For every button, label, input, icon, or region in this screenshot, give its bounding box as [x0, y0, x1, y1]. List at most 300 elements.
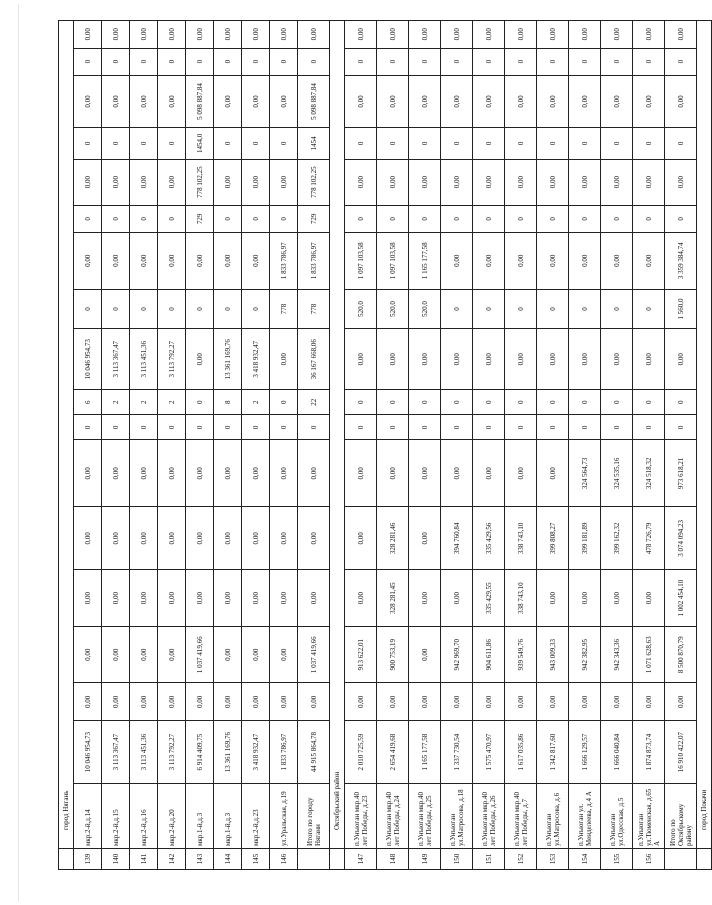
address-cell: п.Унъюган мкр.40 лет Победы, д.25 — [409, 784, 441, 849]
value-cell: 0,00 — [270, 570, 298, 627]
value-cell: 0 — [441, 289, 473, 329]
row-number: 147 — [345, 849, 377, 870]
row-number: 152 — [505, 849, 537, 870]
value-cell: 0,00 — [102, 232, 130, 289]
value-cell: 0,00 — [158, 626, 186, 683]
address-cell: мкр.1-й,д.3 — [186, 784, 214, 849]
value-cell: 0 — [102, 128, 130, 159]
table-row — [569, 21, 601, 870]
value-cell: 0,00 — [409, 440, 441, 507]
value-cell: 0,00 — [505, 329, 537, 390]
value-cell: 0,00 — [270, 159, 298, 205]
value-cell: 0,00 — [158, 159, 186, 205]
value-cell: 0 — [130, 205, 158, 232]
value-cell: 0 — [505, 48, 537, 75]
value-cell: 3 113 367,47 — [102, 721, 130, 784]
value-cell: 0,00 — [505, 232, 537, 289]
value-cell: 338 743,10 — [505, 507, 537, 570]
blank-number-cell — [298, 849, 330, 870]
value-cell: 0,00 — [601, 21, 633, 49]
value-cell: 0 — [441, 205, 473, 232]
value-cell: 13 361 169,76 — [214, 721, 242, 784]
value-cell: 0,00 — [130, 570, 158, 627]
value-cell: 0,00 — [441, 75, 473, 127]
address-cell: п.Унъюган мкр.40 лет Победы, д.23 — [345, 784, 377, 849]
value-cell: 0,00 — [505, 75, 537, 127]
address-cell: мкр.2-й,д.23 — [242, 784, 270, 849]
value-cell: 0 — [505, 415, 537, 440]
section-heading: город Покачи — [697, 21, 712, 849]
value-cell: 0,00 — [569, 21, 601, 49]
table-row — [601, 21, 633, 870]
value-cell: 0,00 — [633, 329, 665, 390]
value-cell: 0,00 — [214, 440, 242, 507]
value-cell: 0,00 — [214, 683, 242, 721]
value-cell: 0,00 — [473, 440, 505, 507]
value-cell: 0,00 — [537, 21, 569, 49]
total-value-cell: 1 002 454,10 — [665, 570, 697, 627]
value-cell: 0,00 — [74, 159, 102, 205]
value-cell: 0,00 — [569, 159, 601, 205]
value-cell: 0,00 — [441, 683, 473, 721]
value-cell: 0 — [633, 48, 665, 75]
blank-number-cell — [59, 849, 74, 870]
value-cell: 0,00 — [242, 21, 270, 49]
value-cell: 0 — [537, 415, 569, 440]
value-cell: 900 753,19 — [377, 626, 409, 683]
value-cell: 0,00 — [242, 507, 270, 570]
value-cell: 0 — [186, 390, 214, 415]
table-row — [102, 21, 130, 870]
value-cell: 0 — [242, 128, 270, 159]
table-row — [537, 21, 569, 870]
total-row — [298, 21, 330, 870]
value-cell: 5 098 887,84 — [186, 75, 214, 127]
value-cell: 0 — [537, 289, 569, 329]
value-cell: 0,00 — [409, 626, 441, 683]
value-cell: 0,00 — [74, 626, 102, 683]
value-cell: 0,00 — [130, 440, 158, 507]
value-cell: 0 — [441, 128, 473, 159]
section-heading-row — [59, 21, 74, 870]
total-value-cell: 0,00 — [298, 21, 330, 49]
value-cell: 0,00 — [601, 75, 633, 127]
value-cell: 324 564,73 — [569, 440, 601, 507]
row-number: 142 — [158, 849, 186, 870]
value-cell: 0,00 — [214, 232, 242, 289]
table-row — [473, 21, 505, 870]
value-cell: 2 — [102, 390, 130, 415]
value-cell: 0,00 — [74, 570, 102, 627]
value-cell: 324 518,32 — [633, 440, 665, 507]
value-cell: 0,00 — [270, 683, 298, 721]
value-cell: 0,00 — [242, 75, 270, 127]
total-value-cell: 0 — [665, 48, 697, 75]
total-value-cell: 0 — [665, 128, 697, 159]
table-row — [377, 21, 409, 870]
value-cell: 0,00 — [130, 683, 158, 721]
value-cell: 0,00 — [102, 507, 130, 570]
value-cell: 0,00 — [345, 329, 377, 390]
value-cell: 0 — [409, 205, 441, 232]
address-cell: мкр.2-й,д.14 — [74, 784, 102, 849]
value-cell: 0 — [158, 289, 186, 329]
value-cell: 0 — [505, 390, 537, 415]
value-cell: 0,00 — [345, 75, 377, 127]
value-cell: 0 — [130, 48, 158, 75]
value-cell: 0,00 — [377, 75, 409, 127]
rotated-document — [58, 20, 708, 870]
value-cell: 0 — [569, 205, 601, 232]
section-heading-row — [330, 21, 345, 870]
value-cell: 0,00 — [409, 683, 441, 721]
value-cell: 0 — [130, 415, 158, 440]
value-cell: 0,00 — [537, 570, 569, 627]
value-cell: 0,00 — [345, 21, 377, 49]
value-cell: 0,00 — [505, 683, 537, 721]
value-cell: 0 — [569, 289, 601, 329]
value-cell: 0 — [130, 128, 158, 159]
value-cell: 0,00 — [74, 440, 102, 507]
value-cell: 1 666 040,84 — [601, 721, 633, 784]
value-cell: 0 — [505, 289, 537, 329]
value-cell: 0 — [270, 48, 298, 75]
address-cell: п.Унъюган ул.Одесская, д.5 — [601, 784, 633, 849]
value-cell: 0 — [377, 390, 409, 415]
value-cell: 0,00 — [409, 507, 441, 570]
total-value-cell: 0,00 — [665, 329, 697, 390]
value-cell: 1 575 470,97 — [473, 721, 505, 784]
value-cell: 478 726,79 — [633, 507, 665, 570]
value-cell: 0,00 — [158, 440, 186, 507]
row-number: 146 — [270, 849, 298, 870]
value-cell: 0 — [569, 390, 601, 415]
table-row — [158, 21, 186, 870]
value-cell: 0,00 — [102, 570, 130, 627]
value-cell: 0,00 — [633, 232, 665, 289]
address-cell: ул.Уральская, д.19 — [270, 784, 298, 849]
value-cell: 0,00 — [270, 21, 298, 49]
section-heading: Октябрьский район — [330, 21, 345, 849]
value-cell: 1 666 129,57 — [569, 721, 601, 784]
total-value-cell: 36 167 668,06 — [298, 329, 330, 390]
value-cell: 1 833 786,97 — [270, 232, 298, 289]
value-cell: 0,00 — [377, 329, 409, 390]
value-cell: 0,00 — [158, 683, 186, 721]
value-cell: 0 — [270, 415, 298, 440]
value-cell: 0,00 — [74, 75, 102, 127]
value-cell: 0 — [537, 205, 569, 232]
row-number: 155 — [601, 849, 633, 870]
value-cell: 0,00 — [130, 507, 158, 570]
value-cell: 0,00 — [242, 159, 270, 205]
value-cell: 1 037 419,66 — [186, 626, 214, 683]
value-cell: 0 — [633, 390, 665, 415]
value-cell: 0 — [186, 415, 214, 440]
total-value-cell: 1454 — [298, 128, 330, 159]
address-cell: п.Унъюган ул.Матросова, д.18 — [441, 784, 473, 849]
value-cell: 0,00 — [186, 570, 214, 627]
value-cell: 0,00 — [345, 507, 377, 570]
value-cell: 335 429,56 — [473, 507, 505, 570]
value-cell: 0,00 — [409, 329, 441, 390]
value-cell: 0 — [74, 205, 102, 232]
total-value-cell: 16 910 422,07 — [665, 721, 697, 784]
value-cell: 394 760,84 — [441, 507, 473, 570]
blank-number-cell — [665, 849, 697, 870]
value-cell: 0 — [186, 48, 214, 75]
value-cell: 0 — [214, 128, 242, 159]
total-value-cell: 8 500 870,79 — [665, 626, 697, 683]
value-cell: 399 808,27 — [537, 507, 569, 570]
value-cell: 939 549,76 — [505, 626, 537, 683]
value-cell: 0,00 — [242, 626, 270, 683]
value-cell: 0,00 — [569, 570, 601, 627]
value-cell: 0,00 — [473, 75, 505, 127]
value-cell: 0 — [377, 48, 409, 75]
value-cell: 0,00 — [242, 570, 270, 627]
value-cell: 0 — [473, 289, 505, 329]
value-cell: 0,00 — [601, 159, 633, 205]
value-cell: 0 — [601, 415, 633, 440]
total-value-cell: 729 — [298, 205, 330, 232]
address-cell: п.Унъюган мкр.40 лет Победы, д.24 — [377, 784, 409, 849]
value-cell: 0,00 — [537, 683, 569, 721]
total-value-cell: 778 102,25 — [298, 159, 330, 205]
value-cell: 0,00 — [537, 75, 569, 127]
value-cell: 0,00 — [569, 75, 601, 127]
value-cell: 0,00 — [633, 683, 665, 721]
table-row — [74, 21, 102, 870]
value-cell: 0,00 — [158, 75, 186, 127]
value-cell: 0 — [377, 205, 409, 232]
value-cell: 0 — [441, 48, 473, 75]
value-cell: 0 — [409, 128, 441, 159]
value-cell: 3 418 932,47 — [242, 721, 270, 784]
value-cell: 904 611,86 — [473, 626, 505, 683]
value-cell: 0,00 — [102, 159, 130, 205]
total-value-cell: 778 — [298, 289, 330, 329]
value-cell: 0,00 — [473, 232, 505, 289]
value-cell: 0 — [601, 128, 633, 159]
value-cell: 0 — [270, 205, 298, 232]
value-cell: 0,00 — [601, 683, 633, 721]
value-cell: 943 009,33 — [537, 626, 569, 683]
value-cell: 0 — [409, 48, 441, 75]
address-cell: п.Унъюган ул.Тюменская, д.65 А — [633, 784, 665, 849]
value-cell: 0,00 — [537, 329, 569, 390]
value-cell: 0,00 — [409, 570, 441, 627]
value-cell: 0,00 — [441, 21, 473, 49]
value-cell: 0,00 — [270, 75, 298, 127]
total-value-cell: 973 618,21 — [665, 440, 697, 507]
value-cell: 3 113 451,36 — [130, 329, 158, 390]
value-cell: 913 622,01 — [345, 626, 377, 683]
value-cell: 0 — [74, 128, 102, 159]
value-cell: 0,00 — [377, 440, 409, 507]
value-cell: 0,00 — [505, 159, 537, 205]
row-number: 140 — [102, 849, 130, 870]
value-cell: 0,00 — [130, 232, 158, 289]
value-cell: 0,00 — [102, 683, 130, 721]
value-cell: 6 — [74, 390, 102, 415]
value-cell: 0,00 — [270, 329, 298, 390]
row-number: 139 — [74, 849, 102, 870]
table-row — [186, 21, 214, 870]
value-cell: 0,00 — [377, 21, 409, 49]
value-cell: 335 429,55 — [473, 570, 505, 627]
total-value-cell: 0,00 — [298, 570, 330, 627]
table-row — [270, 21, 298, 870]
total-value-cell: 0 — [298, 415, 330, 440]
total-value-cell: 1 560,0 — [665, 289, 697, 329]
total-value-cell: 0,00 — [298, 440, 330, 507]
value-cell: 1 874 873,74 — [633, 721, 665, 784]
value-cell: 0 — [505, 205, 537, 232]
total-label: Итого по Октябрьскому району — [665, 784, 697, 849]
value-cell: 10 046 954,73 — [74, 721, 102, 784]
value-cell: 399 181,89 — [569, 507, 601, 570]
value-cell: 0 — [633, 415, 665, 440]
total-value-cell: 3 359 384,74 — [665, 232, 697, 289]
value-cell: 0 — [214, 48, 242, 75]
value-cell: 0,00 — [441, 329, 473, 390]
table-row — [633, 21, 665, 870]
value-cell: 0 — [601, 48, 633, 75]
value-cell: 0 — [186, 289, 214, 329]
total-value-cell: 0 — [665, 205, 697, 232]
value-cell: 328 281,46 — [377, 507, 409, 570]
repair-cost-table — [58, 20, 712, 870]
value-cell: 778 — [270, 289, 298, 329]
value-cell: 1 342 817,60 — [537, 721, 569, 784]
value-cell: 0,00 — [473, 159, 505, 205]
value-cell: 0,00 — [537, 232, 569, 289]
value-cell: 3 418 932,47 — [242, 329, 270, 390]
value-cell: 0 — [633, 205, 665, 232]
row-number: 145 — [242, 849, 270, 870]
value-cell: 338 743,10 — [505, 570, 537, 627]
value-cell: 0 — [242, 48, 270, 75]
value-cell: 0 — [409, 390, 441, 415]
value-cell: 0,00 — [473, 683, 505, 721]
value-cell: 0,00 — [537, 440, 569, 507]
value-cell: 0 — [601, 390, 633, 415]
next-section-heading-row — [697, 21, 712, 870]
value-cell: 0 — [569, 48, 601, 75]
blank-number-cell — [330, 849, 345, 870]
value-cell: 0,00 — [441, 232, 473, 289]
value-cell: 0,00 — [102, 75, 130, 127]
page-edge-line — [18, 4, 19, 901]
value-cell: 2 — [130, 390, 158, 415]
row-number: 143 — [186, 849, 214, 870]
value-cell: 0,00 — [409, 21, 441, 49]
value-cell: 0,00 — [186, 683, 214, 721]
value-cell: 0 — [537, 128, 569, 159]
value-cell: 0 — [214, 289, 242, 329]
value-cell: 0,00 — [377, 159, 409, 205]
value-cell: 0 — [377, 415, 409, 440]
value-cell: 0,00 — [158, 21, 186, 49]
value-cell: 729 — [186, 205, 214, 232]
value-cell: 0 — [537, 390, 569, 415]
value-cell: 0,00 — [214, 626, 242, 683]
value-cell: 0,00 — [130, 21, 158, 49]
address-cell: п.Унъюган мкр.40 лет Победы, д.7 — [505, 784, 537, 849]
total-value-cell: 0,00 — [298, 507, 330, 570]
value-cell: 0 — [102, 48, 130, 75]
value-cell: 13 361 169,76 — [214, 329, 242, 390]
value-cell: 0 — [270, 128, 298, 159]
value-cell: 0,00 — [601, 232, 633, 289]
value-cell: 0 — [409, 415, 441, 440]
total-value-cell: 0 — [298, 48, 330, 75]
table-row — [441, 21, 473, 870]
table-row — [242, 21, 270, 870]
value-cell: 0 — [242, 205, 270, 232]
value-cell: 1 337 730,54 — [441, 721, 473, 784]
blank-number-cell — [697, 849, 712, 870]
value-cell: 1454,0 — [186, 128, 214, 159]
address-cell: п.Унъюган ул. Менделеева, д.4 А — [569, 784, 601, 849]
row-number: 144 — [214, 849, 242, 870]
total-value-cell: 1 833 786,97 — [298, 232, 330, 289]
value-cell: 0 — [102, 289, 130, 329]
total-value-cell: 0,00 — [665, 159, 697, 205]
row-number: 148 — [377, 849, 409, 870]
value-cell: 324 535,16 — [601, 440, 633, 507]
value-cell: 0,00 — [158, 232, 186, 289]
value-cell: 3 113 792,27 — [158, 329, 186, 390]
value-cell: 0,00 — [345, 440, 377, 507]
value-cell: 1 833 786,97 — [270, 721, 298, 784]
value-cell: 0,00 — [601, 570, 633, 627]
value-cell: 0,00 — [214, 75, 242, 127]
value-cell: 0 — [270, 390, 298, 415]
value-cell: 0 — [345, 205, 377, 232]
value-cell: 3 113 367,47 — [102, 329, 130, 390]
value-cell: 0,00 — [473, 21, 505, 49]
value-cell: 3 113 792,27 — [158, 721, 186, 784]
total-value-cell: 0,00 — [665, 75, 697, 127]
value-cell: 0,00 — [186, 232, 214, 289]
value-cell: 0,00 — [377, 683, 409, 721]
value-cell: 0 — [345, 48, 377, 75]
value-cell: 2 010 725,59 — [345, 721, 377, 784]
row-number: 153 — [537, 849, 569, 870]
value-cell: 0,00 — [102, 626, 130, 683]
value-cell: 0,00 — [601, 329, 633, 390]
table-body — [59, 21, 712, 870]
value-cell: 0,00 — [186, 21, 214, 49]
total-value-cell: 3 074 094,23 — [665, 507, 697, 570]
value-cell: 0 — [601, 205, 633, 232]
table-row — [214, 21, 242, 870]
value-cell: 0,00 — [270, 507, 298, 570]
value-cell: 1 617 035,86 — [505, 721, 537, 784]
value-cell: 0 — [345, 415, 377, 440]
value-cell: 520,0 — [377, 289, 409, 329]
value-cell: 0 — [377, 128, 409, 159]
value-cell: 0 — [601, 289, 633, 329]
value-cell: 0,00 — [130, 75, 158, 127]
value-cell: 778 102,25 — [186, 159, 214, 205]
value-cell: 942 343,36 — [601, 626, 633, 683]
value-cell: 0,00 — [130, 159, 158, 205]
value-cell: 942 382,95 — [569, 626, 601, 683]
address-cell: мкр.2-й,д.16 — [130, 784, 158, 849]
